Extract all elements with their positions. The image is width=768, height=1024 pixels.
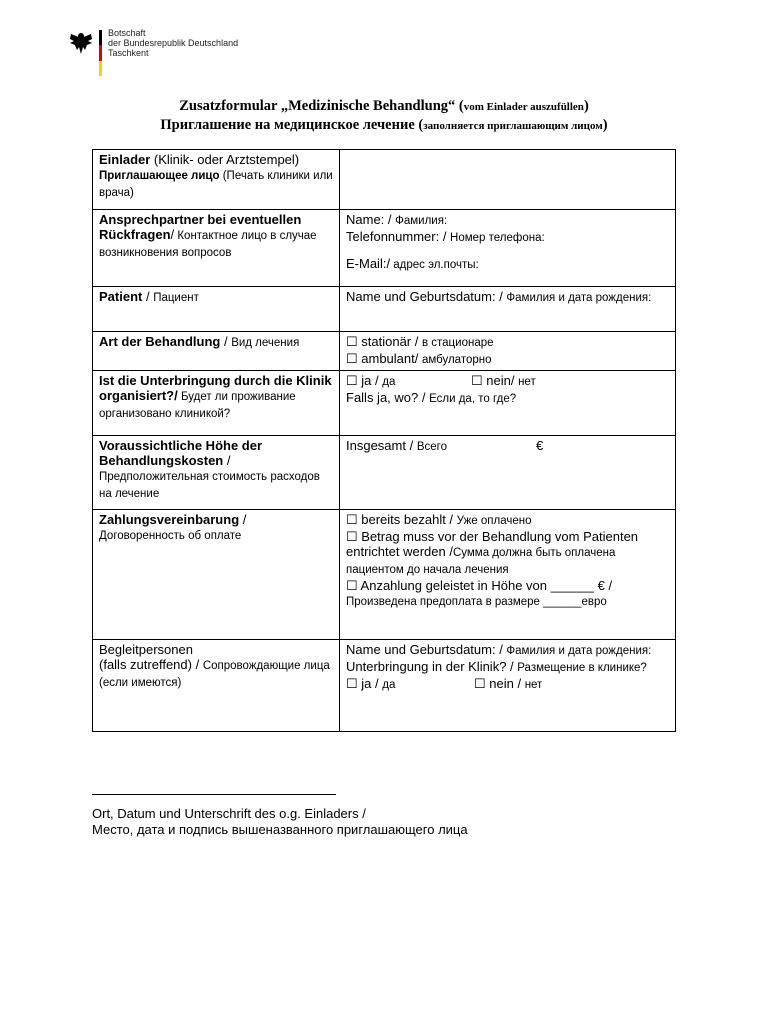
checkbox-accommodation-no[interactable]: ☐ nein/ нет bbox=[471, 373, 536, 388]
title-russian: Приглашение на медицинское лечение (заполняется приглашающим лицом) bbox=[160, 117, 608, 133]
label-payment: Zahlungsvereinbarung / Договоренность об оплате bbox=[93, 510, 340, 640]
row-treatment-type bbox=[93, 332, 676, 371]
label-treatment-type: Art der Behandlung / Вид лечения bbox=[93, 332, 340, 371]
signature-caption-german: Ort, Datum und Unterschrift des o.g. Einladers / bbox=[92, 806, 366, 821]
signature-caption bbox=[92, 806, 468, 838]
checkbox-deposit-paid[interactable]: ☐ Anzahlung geleistet in Höhe von ______ € / Произведена предоплата в размере ______евро bbox=[346, 578, 613, 608]
field-contact[interactable]: Name: / Фамилия: Telefonnummer: / Номер телефона: E-Mail:/ адрес эл.почты: bbox=[340, 210, 676, 287]
checkbox-pay-before-treatment[interactable]: ☐ Betrag muss vor der Behandlung vom Patienten entrichtet werden /Сумма должна быть оплачена пациентом до начала лечения bbox=[346, 529, 639, 576]
row-patient bbox=[93, 287, 676, 332]
label-contact: Ansprechpartner bei eventuellen Rückfragen/ Контактное лицо в случае возникновения вопросов bbox=[93, 210, 340, 287]
row-einlader bbox=[93, 150, 676, 210]
org-line-3: Taschkent bbox=[108, 48, 149, 58]
label-accommodation: Ist die Unterbringung durch die Klinik organisiert?/ Будет ли проживание организовано клиникой? bbox=[93, 371, 340, 436]
field-accommodation[interactable]: ☐ ja / да ☐ nein/ нет Falls ja, wo? / Если да, то где? bbox=[340, 371, 676, 436]
label-companions: Begleitpersonen (falls zutreffend) / Сопровождающие лица (если имеются) bbox=[93, 640, 340, 732]
checkbox-companion-stay-no[interactable]: ☐ nein / нет bbox=[474, 676, 543, 691]
label-einlader: Einlader (Klinik- oder Arztstempel) Приглашающее лицо (Печать клиники или врача) bbox=[93, 150, 340, 210]
checkbox-already-paid[interactable]: ☐ bereits bezahlt / Уже оплачено bbox=[346, 512, 532, 527]
checkbox-ambulant[interactable]: ☐ ambulant/ амбулаторно bbox=[346, 351, 492, 366]
field-patient[interactable]: Name und Geburtsdatum: / Фамилия и дата рождения: bbox=[340, 287, 676, 332]
currency-euro: € bbox=[536, 438, 544, 453]
form-table bbox=[92, 149, 676, 732]
row-accommodation bbox=[93, 371, 676, 436]
org-line-2: der Bundesrepublik Deutschland bbox=[108, 38, 239, 48]
checkbox-companion-stay-yes[interactable]: ☐ ja / да bbox=[346, 676, 396, 691]
signature-caption-russian: Место, дата и подпись вышеназванного приглашающего лица bbox=[92, 822, 468, 837]
field-payment[interactable] bbox=[340, 510, 676, 640]
row-payment bbox=[93, 510, 676, 640]
field-costs[interactable]: Insgesamt / Всего € bbox=[340, 436, 676, 510]
row-companions bbox=[93, 640, 676, 732]
checkbox-stationary[interactable]: ☐ stationär / в стационаре bbox=[346, 334, 494, 349]
federal-eagle-icon bbox=[68, 30, 94, 56]
row-costs bbox=[93, 436, 676, 510]
field-companions[interactable]: Name und Geburtsdatum: / Фамилия и дата рождения: Unterbringung in der Klinik? / Размещение в клинике? ☐ ja / да ☐ nein / нет bbox=[340, 640, 676, 732]
field-einlader[interactable] bbox=[340, 150, 676, 210]
row-contact bbox=[93, 210, 676, 287]
org-line-1: Botschaft bbox=[108, 28, 146, 38]
label-costs: Voraussichtliche Höhe der Behandlungskosten / Предположительная стоимость расходов на лечение bbox=[93, 436, 340, 510]
signature-line[interactable] bbox=[92, 794, 336, 795]
checkbox-accommodation-yes[interactable]: ☐ ja / да bbox=[346, 373, 396, 388]
flag-stripe bbox=[99, 30, 102, 76]
label-patient: Patient / Пациент bbox=[93, 287, 340, 332]
field-treatment-type[interactable] bbox=[340, 332, 676, 371]
title-german: Zusatzformular „Medizinische Behandlung“ (vom Einlader auszufüllen) bbox=[179, 98, 589, 114]
embassy-logo bbox=[68, 28, 278, 84]
